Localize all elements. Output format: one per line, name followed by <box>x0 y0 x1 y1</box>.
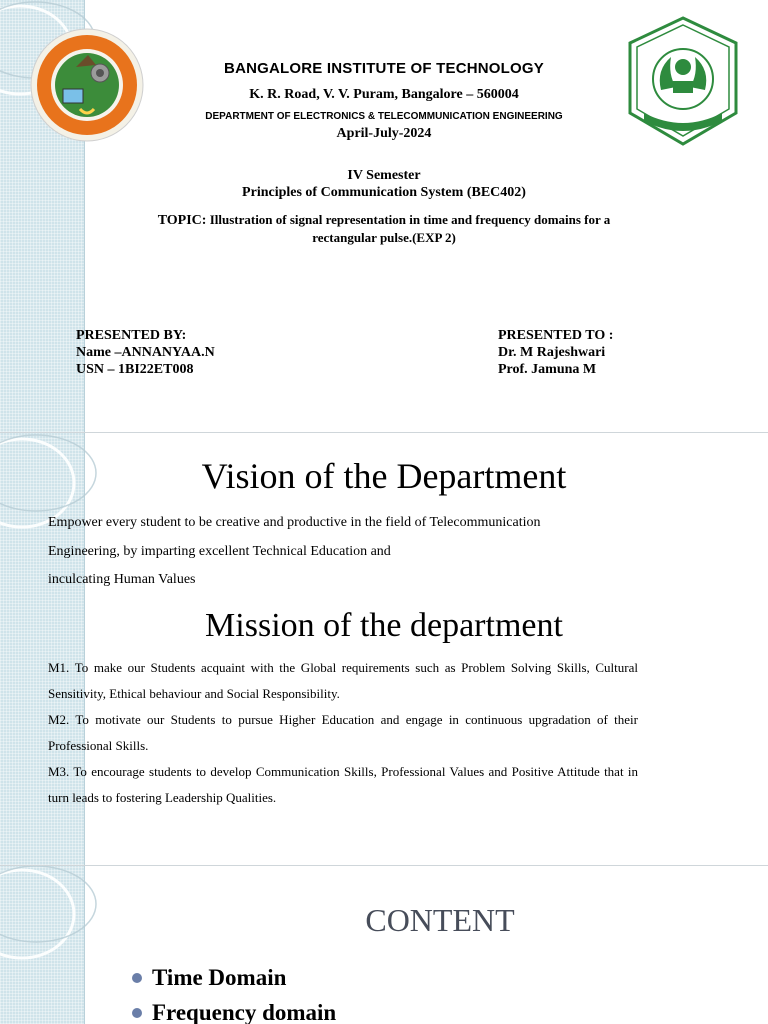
institute-address: K. R. Road, V. V. Puram, Bangalore – 560004 <box>249 87 519 102</box>
list-item-label: Time Domain <box>152 965 287 990</box>
vision-line: Engineering, by imparting excellent Technical Education and <box>48 543 391 559</box>
academic-term: April-July-2024 <box>336 126 432 141</box>
content-title: CONTENT <box>365 902 515 938</box>
vision-mission-slide <box>0 433 768 865</box>
mission-text <box>48 655 638 811</box>
vision-line: Empower every student to be creative and productive in the field of Telecommunication <box>48 515 541 530</box>
vision-line: inculcating Human Values <box>48 572 196 587</box>
department-name: DEPARTMENT OF ELECTRONICS & TELECOMMUNICATION ENGINEERING <box>205 111 563 122</box>
presented-by-block <box>76 327 215 378</box>
course-title: Principles of Communication System (BEC402) <box>242 185 526 200</box>
presented-to-heading: PRESENTED TO : <box>498 328 614 343</box>
content-slide <box>0 866 768 1024</box>
bullet-icon <box>132 973 142 983</box>
list-item-label: Frequency domain <box>152 1000 337 1024</box>
mission-item: M2. To motivate our Students to pursue Higher Education and engage in continuous upgradation of their Professional Skills. <box>48 712 638 753</box>
topic <box>124 211 644 246</box>
semester: IV Semester <box>347 168 421 183</box>
guide-1: Dr. M Rajeshwari <box>498 345 606 360</box>
presented-to-block <box>498 327 613 378</box>
guide-2: Prof. Jamuna M <box>498 362 597 377</box>
bullet-icon <box>132 1008 142 1018</box>
vision-text <box>48 509 638 595</box>
mission-item: M3. To encourage students to develop Communication Skills, Professional Values and Positive Attitude that in turn leads to fostering Leadership Qualities. <box>48 764 638 805</box>
institute-name: BANGALORE INSTITUTE OF TECHNOLOGY <box>224 60 544 77</box>
topic-label: TOPIC: <box>157 213 207 228</box>
content-list <box>132 960 336 1024</box>
vision-title: Vision of the Department <box>201 456 567 496</box>
mission-item: M1. To make our Students acquaint with the Global requirements such as Problem Solving Skills, Cultural Sensitivity, Ethical behaviour and Social Responsibility. <box>48 660 638 701</box>
presented-by-heading: PRESENTED BY: <box>76 328 187 343</box>
presenter-usn: USN – 1BI22ET008 <box>76 362 194 377</box>
decorative-strip <box>0 866 85 1024</box>
list-item <box>132 995 336 1024</box>
topic-text: Illustration of signal representation in time and frequency domains for a rectangular pulse.(EXP 2) <box>209 212 611 245</box>
presenter-name: Name –ANNANYAA.N <box>76 345 215 360</box>
list-item <box>132 960 336 995</box>
title-slide <box>0 0 768 432</box>
mission-title: Mission of the department <box>205 607 563 644</box>
